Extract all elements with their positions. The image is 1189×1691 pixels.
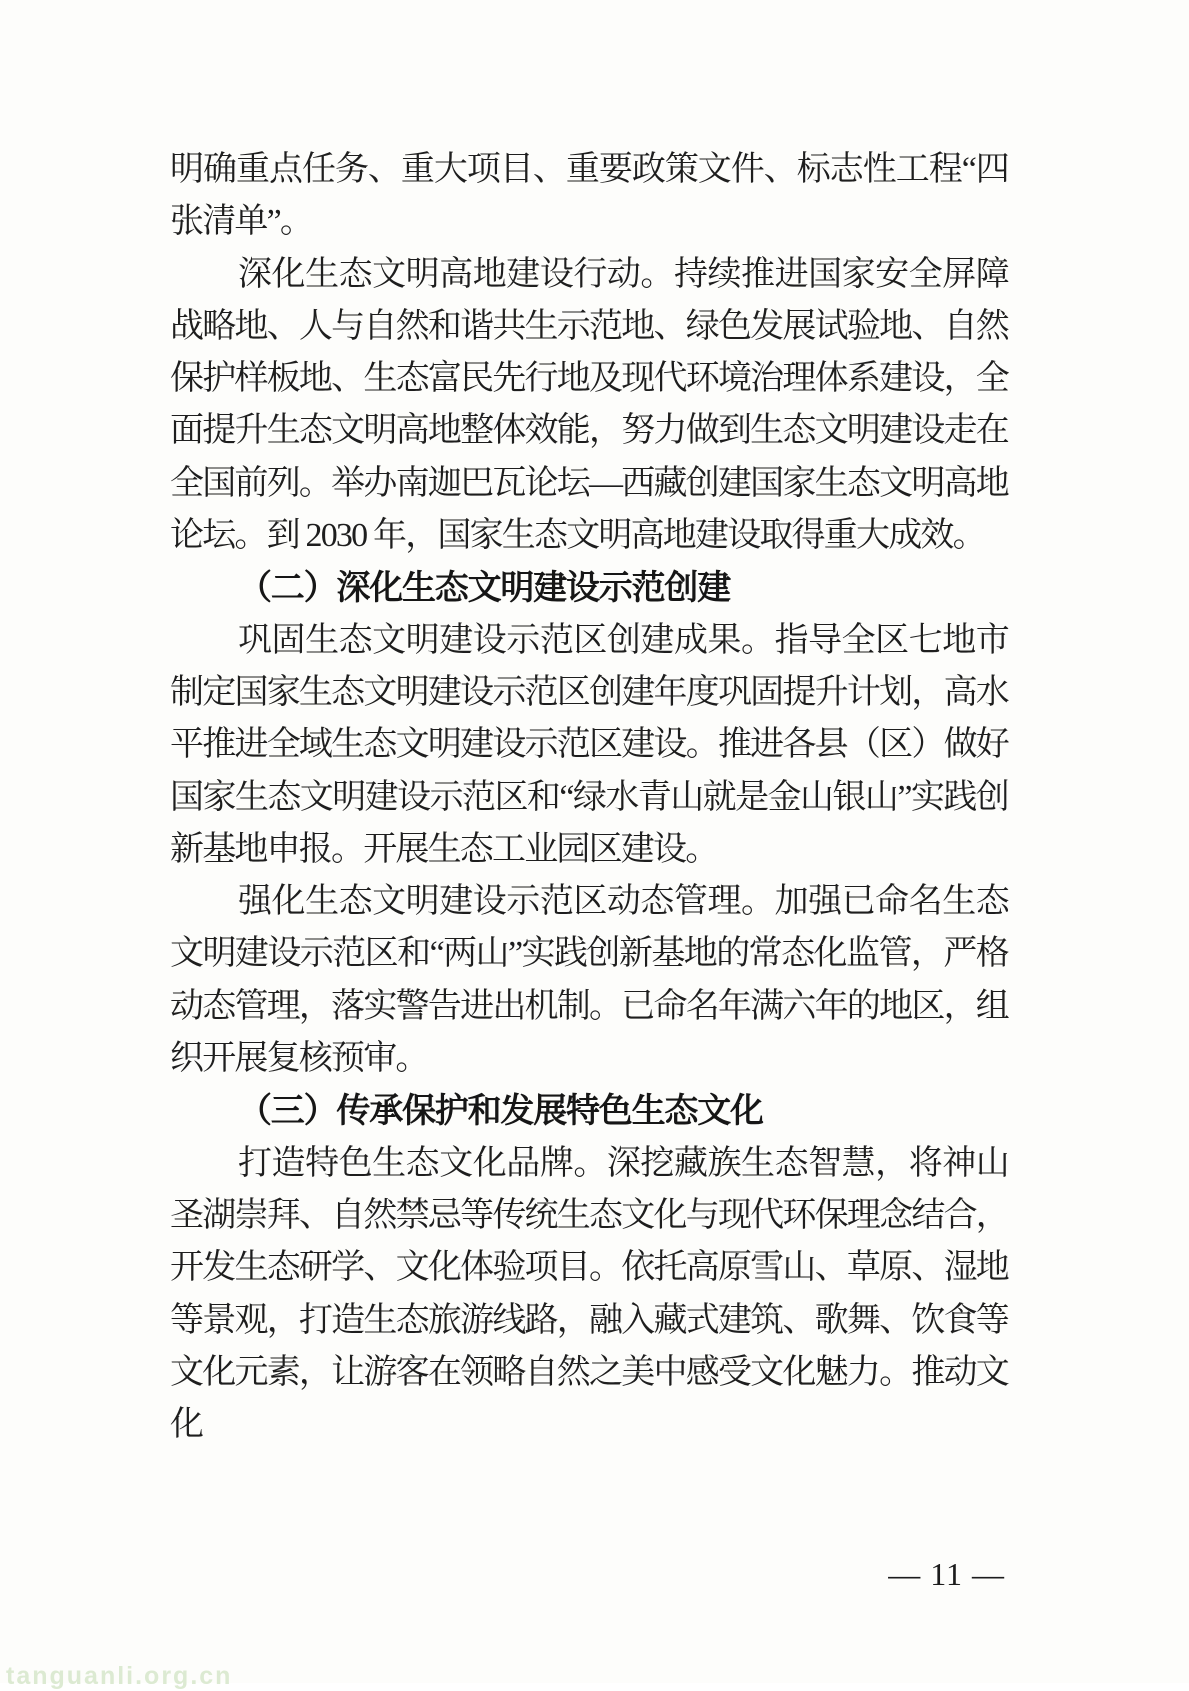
paragraph-qianghua-guanli: 强化生态文明建设示范区动态管理。加强已命名生态文明建设示范区和“两山”实践创新基地的常态化监管，严格动态管理，落实警告进出机制。已命名年满六年的地区，组织开展复核预审。 xyxy=(170,883,1008,1078)
paragraph-shengtai-wenhua: 打造特色生态文化品牌。深挖藏族生态智慧，将神山圣湖崇拜、自然禁忌等传统生态文化与现代环保理念结合，开发生态研学、文化体验项目。依托高原雪山、草原、湿地等景观，打造生态旅游线路，融入藏式建筑、歌舞、饮食等文化元素，让游客在领略自然之美中感受文化魅力。推动文化 xyxy=(170,1144,1008,1444)
section-heading-2: （二）深化生态文明建设示范创建 xyxy=(238,569,730,608)
section-heading-3: （三）传承保护和发展特色生态文化 xyxy=(238,1092,763,1131)
paragraph-continuation: 明确重点任务、重大项目、重要政策文件、标志性工程“四张清单”。 xyxy=(170,151,1008,241)
paragraph-gonggu-shifanqu: 巩固生态文明建设示范区创建成果。指导全区七地市制定国家生态文明建设示范区创建年度巩固提升计划，高水平推进全域生态文明建设示范区建设。推进各县（区）做好国家生态文明建设示范区和“绿水青山就是金山银山”实践创新基地申报。开展生态工业园区建设。 xyxy=(170,621,1008,868)
paragraph-shengtai-gaodi: 深化生态文明高地建设行动。持续推进国家安全屏障战略地、人与自然和谐共生示范地、绿色发展试验地、自然保护样板地、生态富民先行地及现代环境治理体系建设，全面提升生态文明高地整体效能，努力做到生态文明建设走在全国前列。举办南迦巴瓦论坛—西藏创建国家生态文明高地论坛。到 2030 年，国家生态文明高地建设取得重大成效。 xyxy=(170,255,1008,555)
watermark-text: tanguanli.org.cn xyxy=(6,1662,233,1690)
page-number: — 11 — xyxy=(888,1556,1005,1592)
document-body xyxy=(170,144,1008,1451)
